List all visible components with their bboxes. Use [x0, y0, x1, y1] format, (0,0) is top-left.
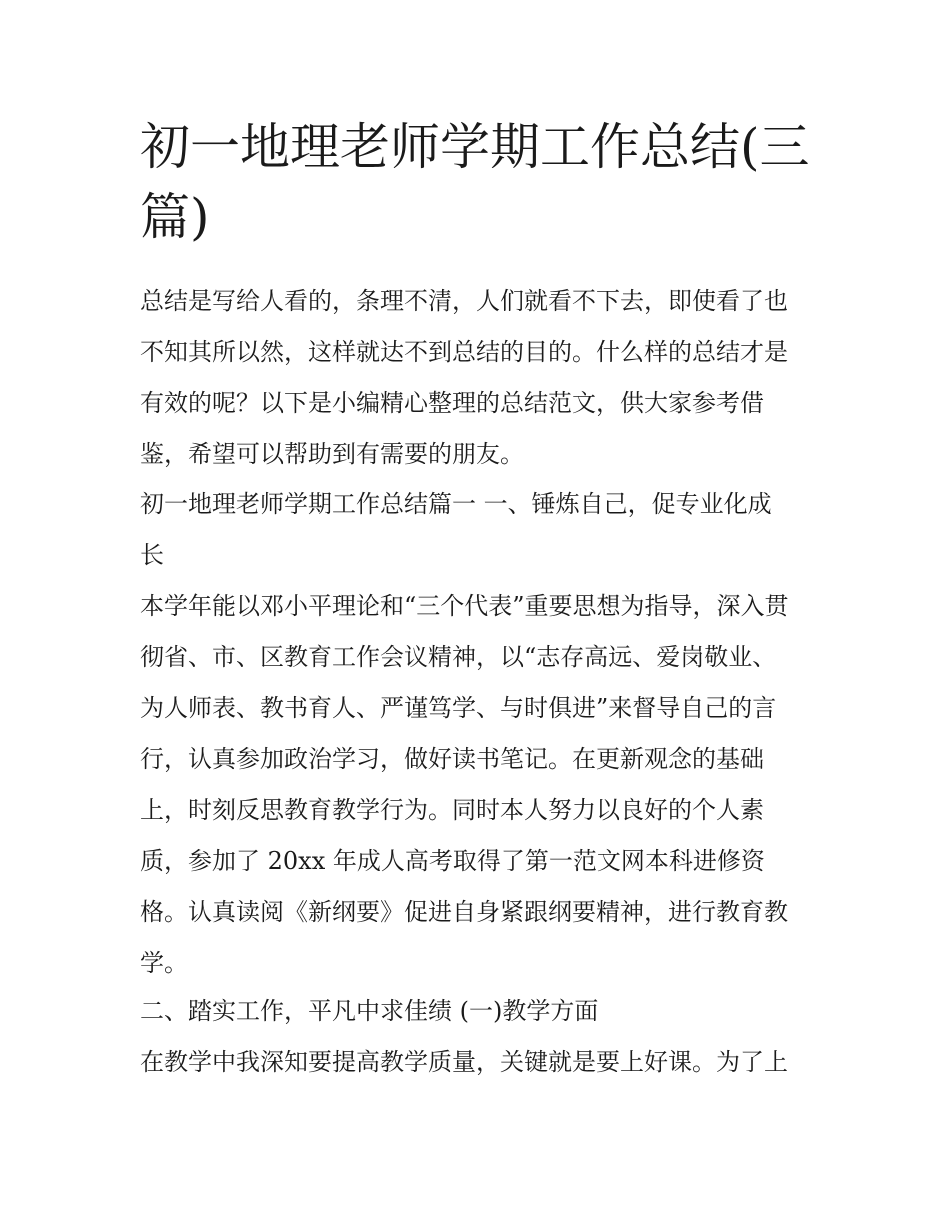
- text-line: 初一地理老师学期工作总结篇一 一、锤炼自己，促专业化成: [140, 490, 772, 518]
- subsection-heading-paragraph: [140, 986, 812, 1037]
- text-line: 格。认真读阅《新纲要》促进自身紧跟纲要精神，进行教育教: [140, 898, 788, 926]
- body-paragraph: [140, 581, 812, 989]
- text-line: 有效的呢？以下是小编精心整理的总结范文，供大家参考借: [140, 389, 764, 417]
- text-line: 不知其所以然，这样就达不到总结的目的。什么样的总结才是: [140, 338, 788, 366]
- title-line: 篇): [140, 188, 210, 246]
- text-line: 学。: [140, 949, 188, 977]
- text-line: 上，时刻反思教育教学行为。同时本人努力以良好的个人素: [140, 796, 764, 824]
- section-heading-paragraph: [140, 479, 812, 581]
- text-line: 在教学中我深知要提高教学质量，关键就是要上好课。为了上: [140, 1048, 788, 1076]
- text-line: 为人师表、教书育人、严谨笃学、与时俱进”来督导自己的言: [140, 694, 777, 722]
- text-line: 质，参加了 20xx 年成人高考取得了第一范文网本科进修资: [140, 847, 765, 875]
- document-title: [140, 112, 820, 252]
- body-paragraph: [140, 1037, 812, 1088]
- text-line: 长: [140, 541, 164, 569]
- text-line: 彻省、市、区教育工作会议精神，以“志存高远、爱岗敬业、: [140, 643, 777, 671]
- text-line: 行，认真参加政治学习，做好读书笔记。在更新观念的基础: [140, 745, 764, 773]
- text-line: 本学年能以邓小平理论和“三个代表”重要思想为指导，深入贯: [140, 592, 789, 620]
- text-line: 鉴，希望可以帮助到有需要的朋友。: [140, 440, 524, 468]
- text-line: 二、踏实工作，平凡中求佳绩 (一)教学方面: [140, 997, 599, 1025]
- title-line: 初一地理老师学期工作总结(三: [140, 118, 810, 176]
- intro-paragraph: [140, 276, 812, 480]
- text-line: 总结是写给人看的，条理不清，人们就看不下去，即使看了也: [140, 287, 788, 315]
